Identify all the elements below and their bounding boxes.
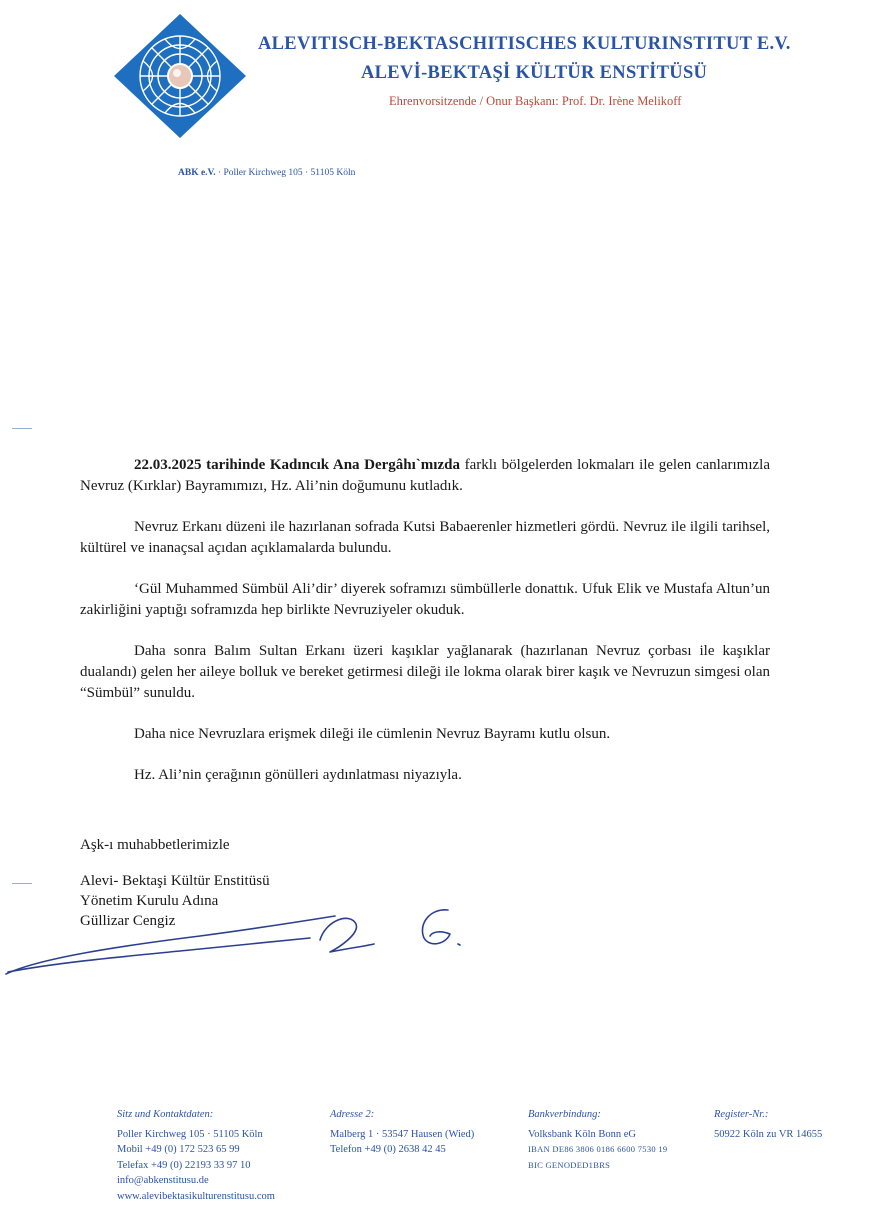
paragraph: ‘Gül Muhammed Sümbül Ali’dir’ diyerek soframızı sümbüllerle donattık. Ufuk Elik ve Mustafa Altun’un zakirliğini yaptığı soframızda hep birlikte Nevruziyeler okuduk. [80, 581, 770, 618]
fold-mark [12, 428, 32, 429]
paragraph: Hz. Ali’nin çerağının gönülleri aydınlatması niyazıyla. [134, 767, 462, 783]
paragraph: Nevruz Erkanı düzeni ile hazırlanan sofrada Kutsi Babaerenler hizmetleri gördü. Nevruz ile ilgili tarihsel, kültürel ve inanaçsal açıdan açıklamalarda bulundu. [80, 519, 770, 556]
paragraph: Daha sonra Balım Sultan Erkanı üzeri kaşıklar yağlanarak (hazırlanan Nevruz çorbası ile kaşıklar dualandı) gelen her aileye bolluk ve bereket getirmesi dileği ile lokma olarak birer kaşık ve Nevruzun simgesi olan “Sümbül” sunuldu. [80, 643, 770, 701]
footer-register: Register-Nr.: 50922 Köln zu VR 14655 [714, 1109, 823, 1140]
closing-greeting: Aşk-ı muhabbetlerimizle [80, 837, 230, 853]
footer-contact: Sitz und Kontaktdaten: Poller Kirchweg 105 · 51105 Köln Mobil +49 (0) 172 523 65 99 Telefax +49 (0) 22193 33 97 10 info@abkenstitusu.de www.alevibektasikulturenstitusu.com [117, 1107, 275, 1204]
sender-address-line [178, 168, 355, 178]
org-name-turkish: ALEVİ-BEKTAŞİ KÜLTÜR ENSTİTÜSÜ [361, 63, 708, 83]
sender-org: ABK e.V. [178, 168, 216, 178]
handwritten-signature [0, 900, 480, 985]
website-link[interactable]: www.alevibektasikulturenstitusu.com [117, 1190, 275, 1202]
paragraph: 22.03.2025 tarihinde Kadıncık Ana Dergâhı`mızda farklı bölgelerden lokmaları ile gelen canlarımızla Nevruz (Kırklar) Bayramımızı, Hz. Ali’nin doğumunu kutladık. [80, 457, 770, 494]
footer-bank: Bankverbindung: Volksbank Köln Bonn eG IBAN DE86 3806 0186 6600 7530 19 BIC GENODED1BRS [528, 1109, 668, 1170]
honorary-chair: Ehrenvorsitzende / Onur Başkanı: Prof. Dr. Irène Melikoff [389, 94, 682, 108]
signer-role: Yönetim Kurulu Adına [80, 893, 219, 909]
fold-mark [12, 883, 32, 884]
footer-address-2: Adresse 2: Malberg 1 · 53547 Hausen (Wied) Telefon +49 (0) 2638 42 45 [330, 1109, 475, 1155]
signer-name: Güllizar Cengiz [80, 913, 176, 929]
sender-address: · Poller Kirchweg 105 · 51105 Köln [215, 168, 356, 178]
email-link[interactable]: info@abkenstitusu.de [117, 1175, 209, 1186]
paragraph: Daha nice Nevruzlara erişmek dileği ile cümlenin Nevruz Bayramı kutlu olsun. [134, 726, 611, 742]
diamond-rosette-logo-icon [112, 12, 248, 140]
org-name-german: ALEVITISCH-BEKTASCHITISCHES KULTURINSTITUT E.V. [258, 34, 791, 54]
letter-body [80, 455, 770, 806]
event-date-location: 22.03.2025 tarihinde Kadıncık Ana Dergâhı`mızda [134, 457, 460, 473]
signer-org: Alevi- Bektaşi Kültür Enstitüsü [80, 873, 270, 889]
